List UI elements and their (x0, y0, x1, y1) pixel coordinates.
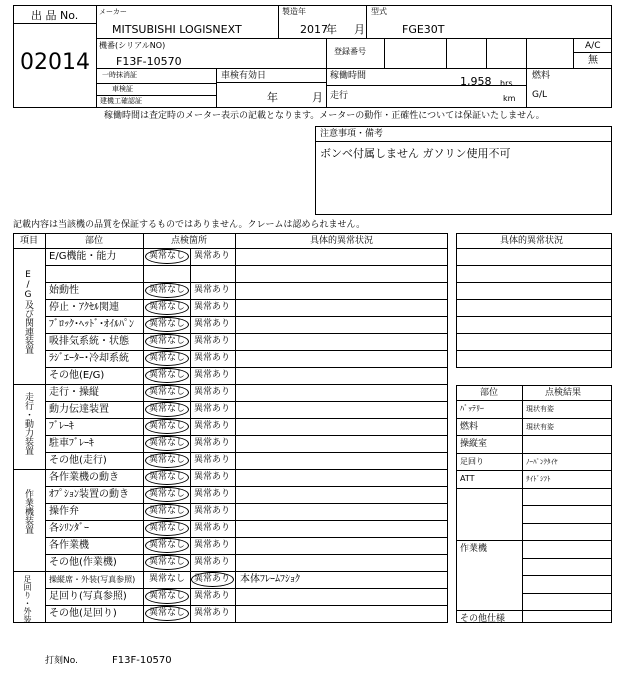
serial-label: 機番(シリアルNO) (99, 41, 166, 50)
right-detail-header: 具体的異常状況 (500, 236, 564, 246)
normal-option[interactable]: 異常なし (149, 387, 186, 397)
normal-circle-mark (145, 589, 189, 604)
row-part: 足回り(写真参照) (49, 591, 127, 602)
group-eg: E/G及び関連装置 (23, 270, 33, 354)
lot-number: 02014 (20, 50, 90, 75)
abnormal-option[interactable]: 異常あり (194, 523, 231, 533)
normal-circle-mark (145, 436, 189, 451)
insp-month-unit: 月 (312, 91, 323, 104)
abnormal-option[interactable]: 異常あり (194, 472, 231, 482)
normal-option[interactable]: 異常なし (149, 404, 186, 414)
abnormal-option[interactable]: 異常あり (194, 557, 231, 567)
normal-circle-mark (145, 385, 189, 400)
right-result: ｻｲﾄﾞｼﾌﾄ (526, 475, 551, 483)
row-part: 動力伝達装置 (49, 404, 109, 415)
normal-circle-mark (145, 538, 189, 553)
model-value: FGE30T (402, 23, 445, 36)
normal-option[interactable]: 異常なし (149, 421, 186, 431)
cert2-label: 車検証 (112, 85, 133, 93)
year-label: 製造年 (282, 7, 306, 16)
normal-circle-mark (145, 555, 189, 570)
right-part: 操縦室 (460, 439, 488, 449)
normal-circle-mark (145, 368, 189, 383)
hours-value: 1,958 (460, 75, 492, 88)
header-part: 部位 (85, 236, 104, 246)
right-result: ﾉｰﾊﾟﾝｸﾀｲﾔ (526, 457, 558, 466)
row-part: 駐車ﾌﾞﾚｰｷ (49, 438, 94, 449)
header-item: 項目 (20, 236, 39, 246)
row-part: ﾗｼﾞｴｰﾀｰ･冷却系統 (49, 353, 129, 364)
normal-circle-mark (145, 300, 189, 315)
row-part: 吸排気系統・状態 (49, 336, 129, 347)
normal-circle-mark (145, 317, 189, 332)
normal-circle-mark (145, 351, 189, 366)
right-result: 現状有姿 (526, 405, 554, 413)
row-part: ﾌﾞﾚｰｷ (49, 421, 74, 432)
normal-option[interactable]: 異常なし (149, 489, 186, 499)
row-part: その他(E/G) (49, 370, 105, 381)
right-detail-table (456, 233, 612, 368)
right-result: 現状有姿 (526, 422, 554, 431)
normal-option[interactable]: 異常なし (149, 608, 186, 618)
abnormal-option[interactable]: 異常あり (194, 540, 231, 550)
normal-circle-mark (145, 402, 189, 417)
insp-year-unit: 年 (267, 91, 278, 104)
row-part: 各作業機 (49, 540, 89, 551)
ac-label: A/C (585, 41, 601, 51)
abnormal-option[interactable]: 異常あり (194, 336, 231, 346)
right-part: 燃料 (460, 421, 479, 432)
row-part: 各ｼﾘﾝﾀﾞｰ (49, 523, 89, 534)
month-unit: 月 (354, 23, 365, 36)
normal-option[interactable]: 異常なし (149, 523, 186, 533)
stamp-value: F13F-10570 (112, 655, 172, 666)
abnormal-option[interactable]: 異常あり (194, 489, 231, 499)
right-part-header: 部位 (480, 388, 499, 398)
group-work: 作業機装置 (23, 489, 33, 534)
maker-label: メーカー (99, 8, 127, 16)
cert3-label: 建機工確認証 (100, 97, 142, 105)
normal-option[interactable]: 異常なし (149, 455, 186, 465)
abnormal-option[interactable]: 異常あり (194, 455, 231, 465)
row-part: その他(足回り) (49, 608, 117, 619)
maker-value: MITSUBISHI LOGISNEXT (112, 23, 242, 36)
abnormal-option[interactable]: 異常あり (194, 591, 231, 601)
row-part: ﾌﾞﾛｯｸ･ﾍｯﾄﾞ･ｵｲﾙﾊﾟﾝ (49, 319, 134, 330)
normal-option[interactable]: 異常なし (149, 438, 186, 448)
right-result-header: 点検結果 (545, 388, 582, 398)
abnormal-option[interactable]: 異常あり (194, 608, 231, 618)
normal-circle-mark (145, 521, 189, 536)
lot-label: 出 品 No. (31, 9, 79, 22)
fuel-value: G/L (532, 90, 548, 100)
normal-option[interactable]: 異常なし (149, 251, 186, 261)
row-part: その他(走行) (49, 455, 107, 466)
distance-unit: km (503, 94, 516, 103)
serial-value: F13F-10570 (116, 55, 182, 68)
row-part: 操作弁 (49, 506, 79, 517)
header-detail: 具体的異常状況 (310, 236, 374, 246)
normal-circle-mark (145, 504, 189, 519)
year-value: 2017 (300, 23, 328, 36)
year-unit: 年 (326, 23, 337, 36)
inspection-label: 車検有効日 (221, 71, 267, 81)
normal-circle-mark (145, 470, 189, 485)
right-part: 足回り (460, 456, 484, 466)
hours-label: 稼働時間 (330, 71, 367, 81)
normal-option[interactable]: 異常なし (149, 574, 186, 584)
normal-option[interactable]: 異常なし (149, 591, 186, 601)
normal-circle-mark (145, 606, 189, 621)
normal-option[interactable]: 異常なし (149, 285, 186, 295)
notes-label: 注意事項・備考 (320, 129, 384, 139)
fuel-label: 燃料 (532, 71, 551, 81)
row-part: その他(作業機) (49, 557, 117, 568)
normal-circle-mark (145, 487, 189, 502)
notes-text: ボンベ付属しません ガソリン使用不可 (320, 147, 511, 160)
normal-option[interactable]: 異常なし (149, 302, 186, 312)
right-result-table (456, 385, 612, 623)
row-part: 操縦席・外装(写真参照) (49, 575, 136, 584)
row-part: 停止・ｱｸｾﾙ関連 (49, 302, 119, 313)
abnormal-circle-mark (191, 572, 234, 587)
normal-option[interactable]: 異常なし (149, 336, 186, 346)
normal-circle-mark (145, 249, 189, 264)
normal-option[interactable]: 異常なし (149, 370, 186, 380)
right-part: ﾊﾞｯﾃﾘｰ (460, 404, 484, 413)
right-part: 作業機 (460, 544, 488, 554)
abnormal-option[interactable]: 異常あり (194, 353, 231, 363)
normal-circle-mark (145, 334, 189, 349)
normal-circle-mark (145, 419, 189, 434)
header-check: 点検箇所 (171, 236, 208, 246)
distance-label: 走行 (330, 91, 349, 101)
row-part: E/G機能・能力 (49, 251, 117, 262)
notes-box (315, 126, 612, 215)
stamp-label: 打刻No. (45, 656, 78, 666)
right-part: ATT (460, 474, 475, 483)
abnormal-option[interactable]: 異常あり (194, 285, 231, 295)
cert1-label: 一時抹消証 (102, 71, 137, 79)
abnormal-option[interactable]: 異常あり (194, 302, 231, 312)
right-part: その他仕様 (460, 614, 506, 624)
normal-option[interactable]: 異常なし (149, 557, 186, 567)
ac-value: 無 (588, 55, 598, 66)
normal-option[interactable]: 異常なし (149, 540, 186, 550)
group-under: 足回り・外装 (23, 575, 32, 623)
normal-option[interactable]: 異常なし (149, 319, 186, 329)
normal-option[interactable]: 異常なし (149, 506, 186, 516)
abnormal-option[interactable]: 異常あり (194, 251, 231, 261)
abnormal-option[interactable]: 異常あり (194, 506, 231, 516)
abnormal-option[interactable]: 異常あり (194, 370, 231, 380)
abnormal-option[interactable]: 異常あり (194, 387, 231, 397)
abnormal-option[interactable]: 異常あり (194, 421, 231, 431)
abnormal-option[interactable]: 異常あり (194, 438, 231, 448)
registration-label: 登録番号 (334, 47, 366, 56)
normal-circle-mark (145, 453, 189, 468)
model-label: 型式 (371, 7, 387, 16)
disclaimer: 記載内容は当該機の品質を保証するものではありません。クレームは認められません。 (13, 220, 366, 230)
abnormal-option[interactable]: 異常あり (194, 574, 231, 584)
hours-note: 稼働時間は査定時のメーター表示の記載となります。メーターの動作・正確性については保証いたしません。 (104, 111, 545, 121)
row-part: ｵﾌﾟｼｮﾝ装置の動き (49, 489, 129, 500)
row-part: 始動性 (49, 285, 79, 296)
row-part: 走行・操縦 (49, 387, 99, 398)
abnormal-option[interactable]: 異常あり (194, 404, 231, 414)
normal-option[interactable]: 異常なし (149, 353, 186, 363)
normal-circle-mark (145, 283, 189, 298)
row-part: 各作業機の動き (49, 472, 119, 483)
hours-unit: hrs (500, 79, 513, 88)
row-detail: 本体ﾌﾚｰﾑﾌｼｮｸ (240, 574, 300, 585)
normal-option[interactable]: 異常なし (149, 472, 186, 482)
abnormal-option[interactable]: 異常あり (194, 319, 231, 329)
group-drive: 走行・動力装置 (23, 392, 33, 455)
